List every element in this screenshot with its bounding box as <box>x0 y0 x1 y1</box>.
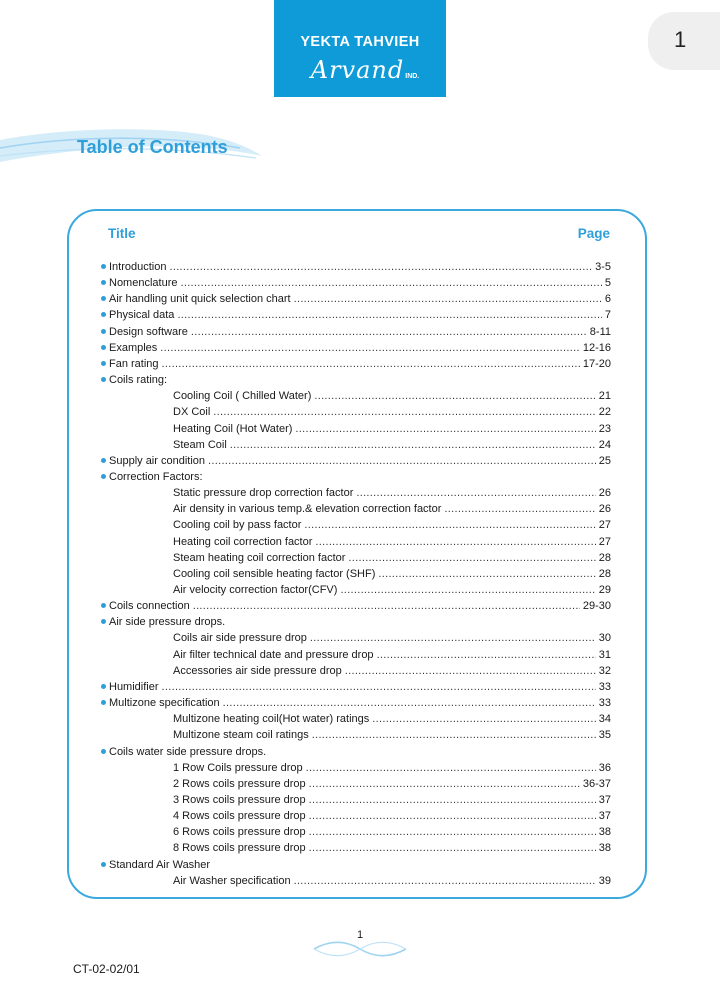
toc-entry <box>173 437 611 453</box>
toc-entry-page: 38 <box>598 842 611 855</box>
toc-entry-label: Cooling Coil ( Chilled Water) <box>173 390 312 403</box>
toc-entry-label: Multizone steam coil ratings <box>173 729 309 742</box>
bullet-icon <box>101 603 106 608</box>
toc-entry <box>173 840 611 856</box>
toc-entry-label: Multizone heating coil(Hot water) ratings <box>173 713 370 726</box>
toc-entry <box>173 550 611 566</box>
toc-entry <box>101 259 611 275</box>
bullet-icon <box>101 329 106 334</box>
toc-entry-label: Humidifier <box>109 680 159 693</box>
toc-entry-label: Examples <box>109 341 158 354</box>
toc-entry-label: Steam heating coil correction factor <box>173 551 346 564</box>
toc-entry-page: 34 <box>598 713 611 726</box>
toc-entry-page: 35 <box>598 729 611 742</box>
toc-entry <box>173 776 611 792</box>
toc-entry-page: 8-11 <box>589 325 611 338</box>
toc-entry <box>173 873 611 889</box>
toc-entry <box>173 808 611 824</box>
toc-entry <box>173 404 611 420</box>
toc-entry-page: 33 <box>598 680 611 693</box>
toc-entry <box>173 388 611 404</box>
dot-leader <box>191 324 587 340</box>
toc-entry-label: 8 Rows coils pressure drop <box>173 842 306 855</box>
toc-entry-page: 33 <box>598 697 611 710</box>
toc-entry-label: Coils rating: <box>109 374 168 387</box>
logo-script-word: Arvand <box>310 56 405 84</box>
logo-script-text <box>284 56 446 84</box>
dot-leader <box>213 404 595 420</box>
toc-entry <box>173 517 611 533</box>
dot-leader <box>315 534 595 550</box>
toc-entry-page: 3-5 <box>595 261 611 273</box>
toc-entry-page: 31 <box>598 648 611 661</box>
toc-entry-label: Steam Coil <box>173 438 227 451</box>
toc-entry <box>101 469 501 485</box>
toc-entry-page: 27 <box>598 535 611 548</box>
bullet-icon <box>101 862 106 867</box>
toc-entry-page: 29-30 <box>582 600 611 613</box>
toc-entry-page: 30 <box>598 632 611 645</box>
bullet-icon <box>101 700 106 705</box>
toc-entry <box>101 857 501 873</box>
dot-leader <box>378 566 595 582</box>
bullet-icon <box>101 296 106 301</box>
toc-entry-page: 26 <box>598 487 611 500</box>
bullet-icon <box>101 619 106 624</box>
toc-entry-label: 3 Rows coils pressure drop <box>173 793 306 806</box>
toc-entry-label: Air velocity correction factor(CFV) <box>173 584 338 596</box>
toc-entry-page: 28 <box>598 567 611 580</box>
toc-entry <box>101 679 611 695</box>
toc-entry-page: 24 <box>598 438 611 451</box>
footer-page-number: 1 <box>356 929 364 941</box>
dot-leader <box>230 437 596 453</box>
bullet-icon <box>101 458 106 463</box>
dot-leader <box>310 630 596 646</box>
toc-entry-label: Air handling unit quick selection chart <box>109 293 291 306</box>
dot-leader <box>162 679 596 695</box>
toc-entry <box>101 324 611 340</box>
document-code: CT-02-02/01 <box>73 962 140 976</box>
toc-entry <box>173 824 611 840</box>
dot-leader <box>356 485 595 501</box>
toc-entry-label: Coils water side pressure drops. <box>109 745 267 758</box>
bullet-icon <box>101 345 106 350</box>
toc-entry <box>101 372 501 388</box>
toc-entry-page: 22 <box>598 406 611 419</box>
dot-leader <box>372 711 595 727</box>
footer-ornament <box>310 938 410 960</box>
toc-entry <box>173 501 611 517</box>
toc-entry-label: Fan rating <box>109 357 159 370</box>
toc-entry-label: Introduction <box>109 261 167 273</box>
toc-entry-label: Coils air side pressure drop <box>173 632 307 645</box>
toc-entry <box>173 711 611 727</box>
toc-entry-label: 1 Row Coils pressure drop <box>173 761 303 774</box>
dot-leader <box>208 453 596 469</box>
dot-leader <box>444 501 595 517</box>
toc-entry-page: 32 <box>598 664 611 677</box>
toc-entry-page: 29 <box>598 584 611 596</box>
page-number-tab-label: 1 <box>674 27 687 52</box>
toc-entry-label: Air filter technical date and pressure drop <box>173 648 374 661</box>
toc-entry-label: Correction Factors: <box>109 470 203 483</box>
toc-entry-label: DX Coil <box>173 406 211 419</box>
dot-leader <box>314 388 595 404</box>
dot-leader <box>180 275 601 291</box>
dot-leader <box>340 582 595 598</box>
toc-entry <box>101 275 611 291</box>
toc-entry-label: Cooling coil by pass factor <box>173 519 302 532</box>
dot-leader <box>348 550 595 566</box>
toc-entry-page: 37 <box>598 810 611 823</box>
dot-leader <box>312 727 596 743</box>
bullet-icon <box>101 280 106 285</box>
toc-entry <box>101 744 501 760</box>
bullet-icon <box>101 361 106 366</box>
dot-leader <box>160 340 580 356</box>
dot-leader <box>177 307 601 323</box>
dot-leader <box>309 840 596 856</box>
dot-leader <box>295 421 595 437</box>
toc-entry <box>173 582 611 598</box>
toc-entry-page: 27 <box>598 519 611 532</box>
toc-entry-label: Heating coil correction factor <box>173 535 313 548</box>
toc-entry-page: 21 <box>598 390 611 403</box>
toc-entry-label: Static pressure drop correction factor <box>173 487 354 500</box>
toc-entry <box>173 727 611 743</box>
toc-entry-label: Heating Coil (Hot Water) <box>173 422 293 435</box>
toc-entry <box>173 630 611 646</box>
toc-entry-label: Multizone specification <box>109 697 220 710</box>
toc-entry <box>173 647 611 663</box>
page-number-tab <box>648 12 720 70</box>
bullet-icon <box>101 312 106 317</box>
toc-entry-page: 12-16 <box>582 341 611 354</box>
bullet-icon <box>101 474 106 479</box>
toc-entry-label: Supply air condition <box>109 454 206 467</box>
dot-leader <box>193 598 580 614</box>
toc-entry-label: Design software <box>109 325 188 338</box>
toc-entry-label: Air density in various temp.& elevation correction factor <box>173 503 442 516</box>
column-header-page: Page <box>577 226 610 241</box>
dot-leader <box>345 663 596 679</box>
toc-entry-label: 4 Rows coils pressure drop <box>173 810 306 823</box>
toc-entry <box>101 453 611 469</box>
toc-entry <box>173 421 611 437</box>
toc-entry <box>173 566 611 582</box>
toc-entry-page: 7 <box>604 309 611 322</box>
toc-entry-label: Standard Air Washer <box>109 858 211 871</box>
column-header-title: Title <box>108 226 136 241</box>
toc-entry <box>173 485 611 501</box>
dot-leader <box>309 792 596 808</box>
toc-entry-page: 5 <box>604 277 611 290</box>
toc-entry <box>101 307 611 323</box>
dot-leader <box>309 808 596 824</box>
toc-entry <box>101 291 611 307</box>
bullet-icon <box>101 377 106 382</box>
dot-leader <box>294 291 602 307</box>
toc-entry <box>101 356 611 372</box>
toc-entry <box>173 663 611 679</box>
toc-entry-page: 38 <box>598 826 611 839</box>
toc-entry-label: Air side pressure drops. <box>109 616 226 629</box>
dot-leader <box>309 776 580 792</box>
toc-entry <box>101 614 501 630</box>
dot-leader <box>162 356 580 372</box>
bullet-icon <box>101 684 106 689</box>
logo-suffix: IND. <box>405 73 420 80</box>
toc-entry-page: 36 <box>598 761 611 774</box>
toc-entry-label: 6 Rows coils pressure drop <box>173 826 306 839</box>
dot-leader <box>306 760 596 776</box>
toc-entry-page: 25 <box>598 454 611 467</box>
toc-entry-page: 39 <box>598 874 611 887</box>
toc-entry <box>101 340 611 356</box>
toc-entry-page: 26 <box>598 503 611 516</box>
toc-entry-page: 36-37 <box>582 777 611 790</box>
toc-entry <box>101 598 611 614</box>
toc-entry <box>173 534 611 550</box>
toc-entry-label: Physical data <box>109 309 175 322</box>
toc-entry-page: 6 <box>604 293 611 306</box>
bullet-icon <box>101 264 106 269</box>
toc-entry-label: Air Washer specification <box>173 874 291 887</box>
dot-leader <box>377 647 596 663</box>
toc-entry-label: 2 Rows coils pressure drop <box>173 777 306 790</box>
toc-entry-page: 28 <box>598 551 611 564</box>
toc-entry <box>173 792 611 808</box>
toc-heading: Table of Contents <box>77 137 228 157</box>
dot-leader <box>309 824 596 840</box>
toc-entry-page: 23 <box>598 422 611 435</box>
bullet-icon <box>101 749 106 754</box>
toc-entry-label: Cooling coil sensible heating factor (SHF) <box>173 567 376 580</box>
dot-leader <box>304 517 595 533</box>
toc-entry-label: Nomenclature <box>109 277 178 290</box>
logo-brand-text: YEKTA TAHVIEH <box>300 34 420 50</box>
company-logo <box>274 0 446 97</box>
toc-entry <box>101 695 611 711</box>
toc-entry-page: 17-20 <box>582 357 611 370</box>
toc-entry-label: Accessories air side pressure drop <box>173 664 342 677</box>
toc-entry-label: Coils connection <box>109 600 190 613</box>
toc-entry-page: 37 <box>598 793 611 806</box>
toc-entry <box>173 760 611 776</box>
dot-leader <box>169 259 592 275</box>
dot-leader <box>294 873 596 889</box>
dot-leader <box>223 695 596 711</box>
